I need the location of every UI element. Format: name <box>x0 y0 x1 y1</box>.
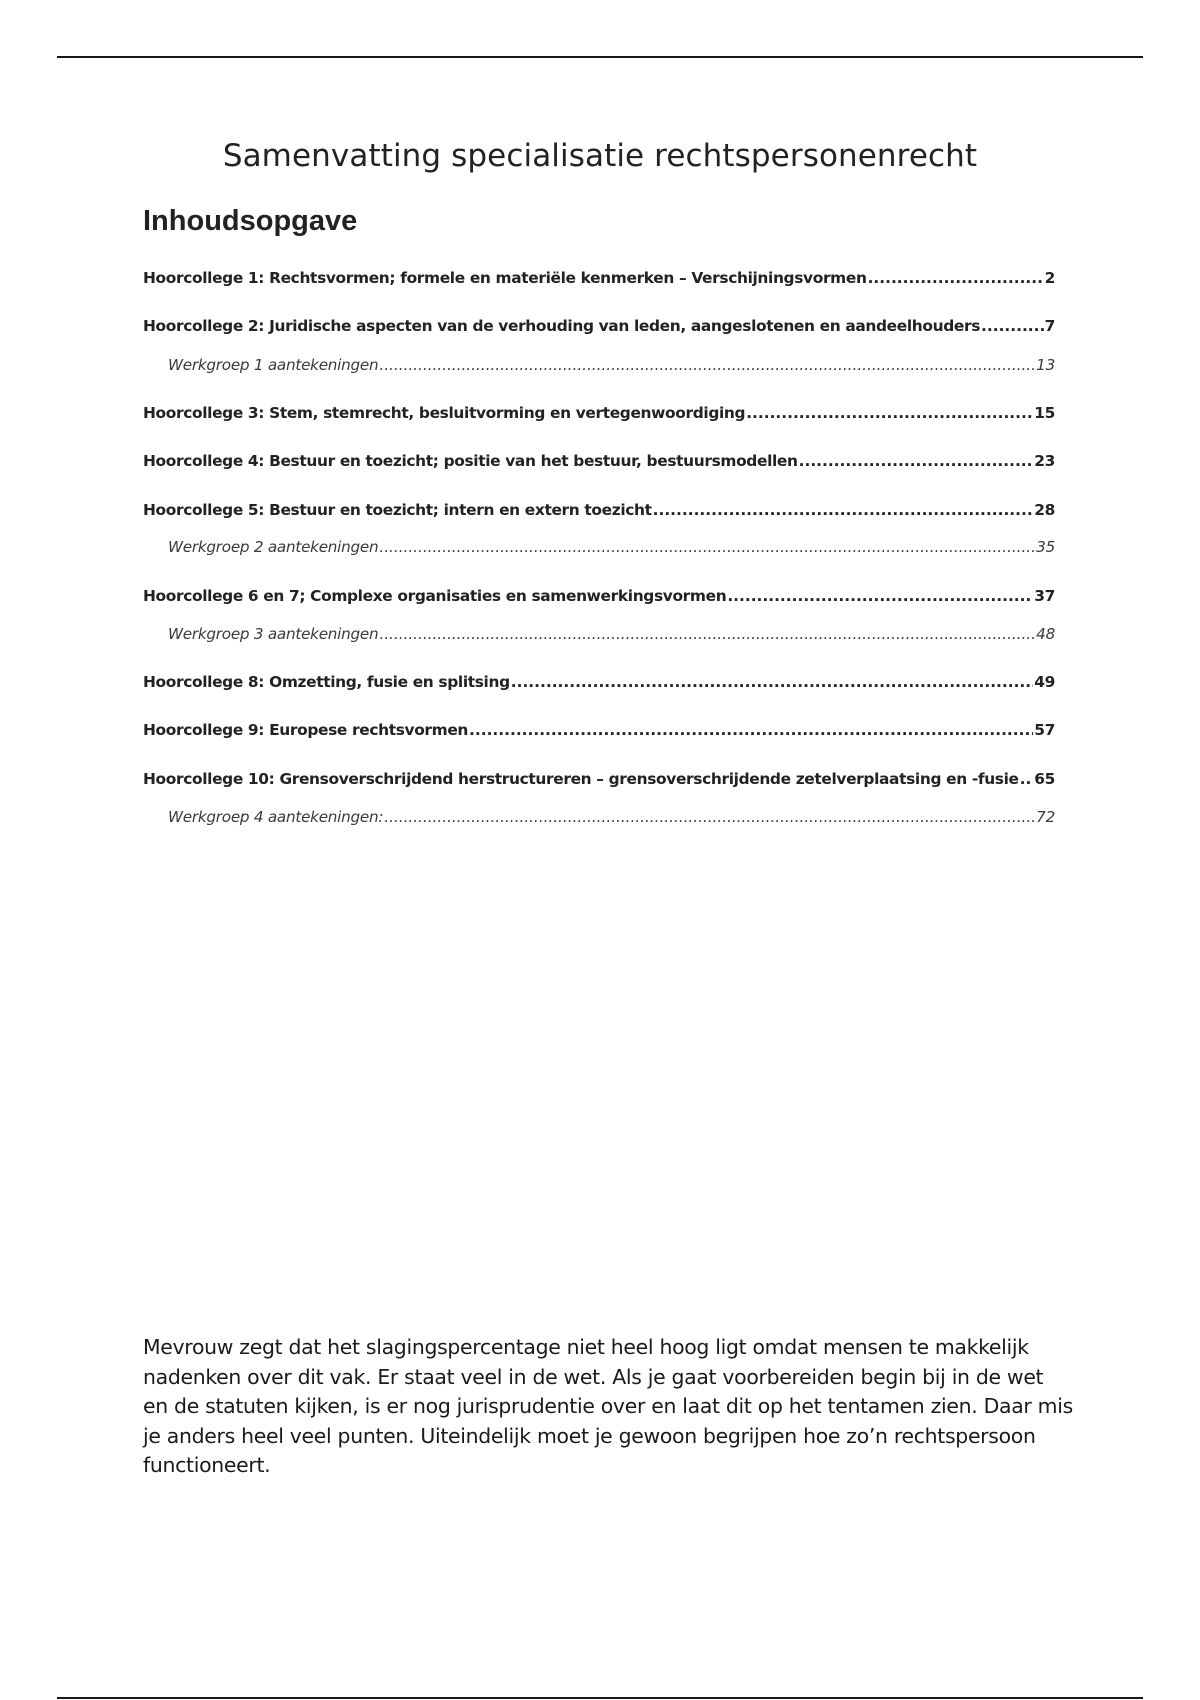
toc-entry-page: 7 <box>1044 317 1055 335</box>
toc-leader-dots <box>727 584 1033 608</box>
toc-leader-dots <box>868 266 1044 290</box>
toc-entry[interactable] <box>143 718 1055 742</box>
toc-entry-page: 35 <box>1036 538 1055 556</box>
toc-entry-label: Hoorcollege 1: Rechtsvormen; formele en materiële kenmerken – Verschijningsvormen <box>143 269 867 287</box>
toc-leader-dots <box>799 449 1034 473</box>
toc-entry-page: 28 <box>1034 501 1055 519</box>
toc-entry-label: Hoorcollege 9: Europese rechtsvormen <box>143 721 469 739</box>
toc-leader-dots <box>1020 767 1034 791</box>
toc-entry-page: 13 <box>1036 356 1055 374</box>
toc-entry-label: Werkgroep 1 aantekeningen <box>168 356 379 374</box>
toc-leader-dots <box>469 718 1033 742</box>
toc-entry-page: 65 <box>1034 770 1055 788</box>
toc-entry[interactable] <box>168 622 1055 646</box>
toc-entry[interactable] <box>143 449 1055 473</box>
footer-rule <box>57 1697 1143 1699</box>
toc-entry-label: Werkgroep 2 aantekeningen <box>168 538 379 556</box>
document-title: Samenvatting specialisatie rechtspersonenrecht <box>222 138 978 174</box>
toc-leader-dots <box>746 401 1033 425</box>
toc-entry-label: Hoorcollege 8: Omzetting, fusie en splitsing <box>143 673 510 691</box>
toc-entry-label: Hoorcollege 10: Grensoverschrijdend herstructureren – grensoverschrijdende zetelverplaatsing en -fusie <box>143 770 1019 788</box>
toc-entry[interactable] <box>168 805 1055 829</box>
toc-entry-label: Hoorcollege 3: Stem, stemrecht, besluitvorming en vertegenwoordiging <box>143 404 746 422</box>
toc-leader-dots <box>653 498 1034 522</box>
toc-entry[interactable] <box>143 266 1055 290</box>
toc-leader-dots <box>379 622 1035 646</box>
toc-entry-page: 49 <box>1034 673 1055 691</box>
toc-leader-dots <box>379 353 1035 377</box>
toc-entry-page: 72 <box>1036 808 1055 826</box>
toc-entry-page: 37 <box>1034 587 1055 605</box>
intro-paragraph: Mevrouw zegt dat het slagingspercentage niet heel hoog ligt omdat mensen te makkelijk nadenken over dit vak. Er staat veel in de wet. Als je gaat voorbereiden begin bij in de wet en de statuten kijken, is er nog jurisprudentie over en laat dit op het tentamen zien. Daar mis je anders heel veel punten. Uiteindelijk moet je gewoon begrijpen hoe zo’n rechtspersoon functioneert. <box>143 1335 1073 1478</box>
toc-entry-label: Hoorcollege 6 en 7; Complexe organisaties en samenwerkingsvormen <box>143 587 727 605</box>
toc-entry-page: 23 <box>1034 452 1055 470</box>
toc-entry-label: Hoorcollege 5: Bestuur en toezicht; intern en extern toezicht <box>143 501 652 519</box>
toc-entry[interactable] <box>143 314 1055 338</box>
toc-leader-dots <box>384 805 1035 829</box>
toc-entry[interactable] <box>143 401 1055 425</box>
toc-entry-page: 48 <box>1036 625 1055 643</box>
toc-entry[interactable] <box>143 498 1055 522</box>
toc-entry[interactable] <box>143 584 1055 608</box>
toc-leader-dots <box>981 314 1044 338</box>
toc-entry[interactable] <box>168 353 1055 377</box>
toc-entry-label: Hoorcollege 4: Bestuur en toezicht; positie van het bestuur, bestuursmodellen <box>143 452 798 470</box>
toc-entry-label: Werkgroep 4 aantekeningen: <box>168 808 384 826</box>
toc-entry-page: 2 <box>1044 269 1055 287</box>
toc-entry-label: Werkgroep 3 aantekeningen <box>168 625 379 643</box>
toc-heading: Inhoudsopgave <box>143 205 358 237</box>
toc-entry-page: 15 <box>1034 404 1055 422</box>
toc-entry-page: 57 <box>1034 721 1055 739</box>
toc-entry[interactable] <box>143 767 1055 791</box>
toc-leader-dots <box>379 535 1035 559</box>
toc-leader-dots <box>511 670 1034 694</box>
toc-entry-label: Hoorcollege 2: Juridische aspecten van de verhouding van leden, aangeslotenen en aandeelhouders <box>143 317 981 335</box>
toc-entry[interactable] <box>143 670 1055 694</box>
toc-entry[interactable] <box>168 535 1055 559</box>
